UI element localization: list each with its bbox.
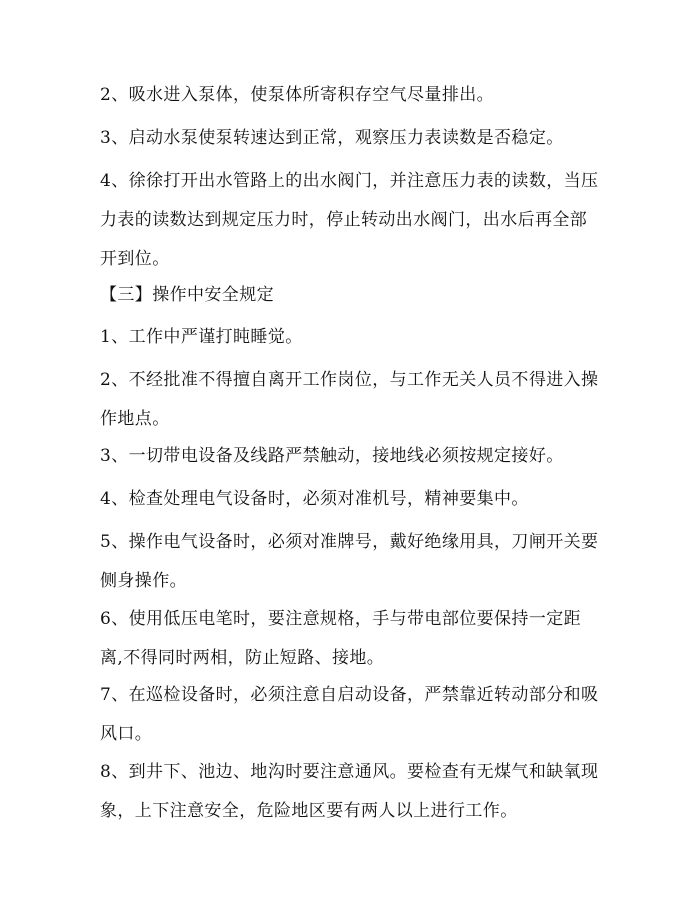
rule-2	[100, 361, 620, 439]
text-line: 4、检查处理电气设备时，必须对准机号，精神要集中。	[100, 489, 529, 509]
text-line: 8、到井下、池边、地沟时要注意通风。要检查有无煤气和缺氧现	[100, 762, 599, 782]
rule-8	[100, 753, 620, 831]
text-line: 作地点。	[100, 409, 170, 429]
rule-3	[100, 437, 620, 476]
text-line: 侧身操作。	[100, 571, 187, 591]
rule-5	[100, 523, 620, 601]
text-line: 3、一切带电设备及线路严禁触动，接地线必须按规定接好。	[100, 446, 564, 466]
text-line: 【三】操作中安全规定	[100, 285, 274, 305]
text-line: 风口。	[100, 724, 153, 744]
text-line: 7、在巡检设备时，必须注意自启动设备，严禁靠近转动部分和吸	[100, 685, 599, 705]
text-line: 4、徐徐打开出水管路上的出水阀门，并注意压力表的读数，当压	[100, 171, 599, 191]
text-line: 6、使用低压电笔时，要注意规格，手与带电部位要保持一定距	[100, 609, 582, 629]
paragraph-step-3-start-pump	[100, 119, 620, 158]
text-line: 5、操作电气设备时，必须对准牌号，戴好绝缘用具，刀闸开关要	[100, 532, 599, 552]
text-line: 离,不得同时两相，防止短路、接地。	[100, 648, 385, 668]
paragraph-step-2-suction	[100, 76, 620, 115]
rule-4	[100, 480, 620, 519]
text-line: 象，上下注意安全，危险地区要有两人以上进行工作。	[100, 801, 518, 821]
text-line: 力表的读数达到规定压力时，停止转动出水阀门，出水后再全部	[100, 210, 588, 230]
rule-6	[100, 600, 620, 678]
rule-7	[100, 676, 620, 754]
text-line: 2、吸水进入泵体，使泵体所寄积存空气尽量排出。	[100, 85, 495, 105]
text-line: 2、不经批准不得擅自离开工作岗位，与工作无关人员不得进入操	[100, 370, 599, 390]
section-heading	[100, 276, 620, 315]
text-line: 开到位。	[100, 249, 170, 269]
text-line: 3、启动水泵使泵转速达到正常，观察压力表读数是否稳定。	[100, 128, 564, 148]
rule-1	[100, 318, 620, 357]
paragraph-step-4-open-valve	[100, 162, 620, 279]
text-line: 1、工作中严谨打盹睡觉。	[100, 327, 303, 347]
